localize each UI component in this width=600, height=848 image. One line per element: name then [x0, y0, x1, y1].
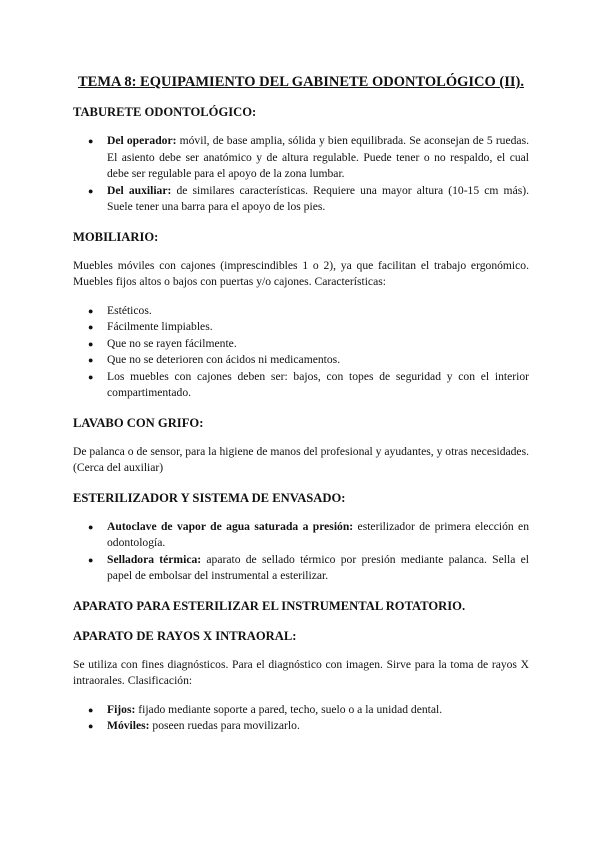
bullet-icon: ● — [88, 554, 94, 565]
item-text: poseen ruedas para movilizarlo. — [149, 719, 300, 732]
item-term: Autoclave de vapor de agua saturada a presión: — [107, 519, 354, 533]
item-text: fijado mediante soporte a pared, techo, suelo o a la unidad dental. — [135, 702, 443, 716]
item-text: Que no se rayen fácilmente. — [107, 336, 237, 350]
bullet-icon: ● — [88, 136, 94, 146]
list-item — [73, 718, 529, 735]
item-text: Los muebles con cajones deben ser: bajos, con topes de seguridad y con el interior compartimentado. — [107, 369, 529, 399]
item-text: aparato de sellado térmico por presión mediante palanca. Sella el papel de embolsar del instrumental a esterilizar. — [107, 552, 529, 582]
item-term: Selladora térmica: — [107, 552, 202, 566]
section-heading-rayos-x: APARATO DE RAYOS X INTRAORAL: — [73, 628, 297, 643]
item-term: Móviles: — [107, 719, 150, 732]
item-text: Estéticos. — [107, 303, 152, 317]
section-heading-lavabo: LAVABO CON GRIFO: — [73, 415, 204, 430]
section-heading-mobiliario: MOBILIARIO: — [73, 229, 159, 244]
list-item — [73, 133, 529, 183]
item-term: Del operador: — [107, 134, 177, 147]
list-item — [73, 552, 529, 585]
lavabo-paragraph: De palanca o de sensor, para la higiene de manos del profesional y ayudantes, y otras necesidades. (Cerca del auxiliar) — [73, 444, 529, 474]
list-item — [73, 352, 529, 369]
taburete-list — [73, 133, 529, 216]
item-text: móvil, de base amplia, sólida y bien equilibrada. Se aconsejan de 5 ruedas. El asiento debe ser anatómico y de altura regulable. Puede tener o no respaldo, el cual debe ser regulable para el apoyo de la zona lumbar. — [107, 134, 529, 180]
bullet-icon: ● — [88, 371, 94, 382]
list-item — [73, 519, 529, 552]
item-text: de similares características. Requiere una mayor altura (10-15 cm más). Suele tener una barra para el apoyo de los pies. — [107, 183, 529, 213]
esterilizador-list — [73, 519, 529, 585]
bullet-icon: ● — [88, 185, 94, 196]
bullet-icon: ● — [88, 322, 94, 332]
list-item — [73, 303, 529, 320]
rayos-list — [73, 702, 529, 735]
section-heading-taburete: TABURETE ODONTOLÓGICO: — [73, 105, 257, 119]
bullet-icon: ● — [88, 704, 94, 715]
item-text: Que no se deterioren con ácidos ni medicamentos. — [107, 353, 341, 366]
list-item — [73, 336, 529, 353]
mobiliario-list — [73, 303, 529, 402]
mobiliario-paragraph: Muebles móviles con cajones (imprescindibles 1 o 2), ya que facilitan el trabajo ergonómico. Muebles fijos altos o bajos con puertas y/o cajones. Características: — [73, 258, 529, 288]
bullet-icon: ● — [88, 721, 94, 731]
bullet-icon: ● — [88, 305, 94, 316]
bullet-icon: ● — [88, 521, 94, 532]
item-term: Fijos: — [107, 702, 136, 716]
bullet-icon: ● — [88, 355, 94, 365]
list-item — [73, 702, 529, 719]
item-text: Fácilmente limpiables. — [107, 320, 213, 333]
rayos-paragraph: Se utiliza con fines diagnósticos. Para el diagnóstico con imagen. Sirve para la toma de rayos X intraorales. Clasificación: — [73, 657, 529, 687]
item-text: esterilizador de primera elección en odontología. — [107, 519, 529, 549]
item-term: Del auxiliar: — [107, 183, 172, 197]
list-item — [73, 319, 529, 336]
bullet-icon: ● — [88, 338, 94, 349]
list-item — [73, 369, 529, 402]
section-heading-esterilizador: ESTERILIZADOR Y SISTEMA DE ENVASADO: — [73, 490, 346, 505]
section-heading-aparato-rotatorio: APARATO PARA ESTERILIZAR EL INSTRUMENTAL ROTATORIO. — [73, 598, 466, 613]
list-item — [73, 183, 529, 216]
document-title: TEMA 8: EQUIPAMIENTO DEL GABINETE ODONTOLÓGICO (II). — [78, 74, 524, 90]
